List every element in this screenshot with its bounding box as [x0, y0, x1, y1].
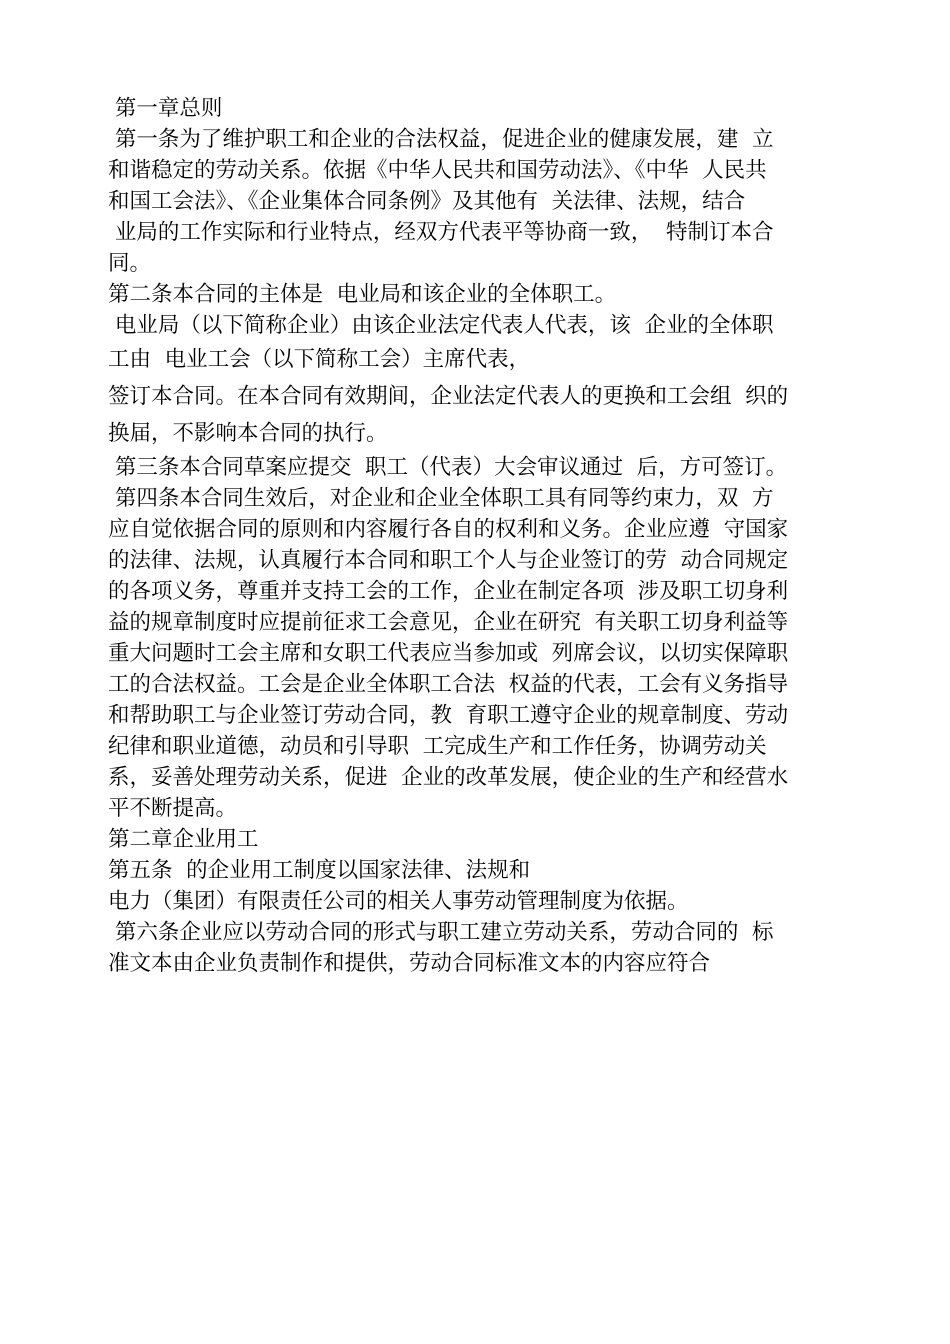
text-line: 第五条 的企业用工制度以国家法律、法规和: [108, 858, 531, 883]
chapter-heading: 第二章企业用工: [108, 827, 259, 852]
text-line: 益的规章制度时应提前征求工会意见，企业在研究 有关职工切身利益等: [108, 610, 789, 635]
chapter-heading: 第一章总则: [108, 96, 223, 121]
text-line: 的法律、法规，认真履行本合同和职工个人与企业签订的劳 动合同规定: [108, 548, 789, 573]
document-body: [108, 93, 853, 979]
text-line: 系，妥善处理劳动关系，促进 企业的改革发展，使企业的生产和经营水: [108, 765, 789, 790]
text-line: 重大问题时工会主席和女职工代表应当参加或 列席会议，以切实保障职: [108, 641, 789, 666]
text-line: 电力（集团）有限责任公司的相关人事劳动管理制度为依据。: [108, 889, 689, 914]
text-line: 纪律和职业道德，动员和引导职 工完成生产和工作任务，协调劳动关: [108, 734, 767, 759]
text-line: 工由 电业工会（以下简称工会）主席代表，: [108, 347, 531, 372]
text-line: 电业局（以下简称企业）由该企业法定代表人代表，该 企业的全体职: [108, 313, 774, 338]
text-line: 工的合法权益。工会是企业全体职工合法 权益的代表，工会有义务指导: [108, 672, 789, 697]
text-line: 第一条为了维护职工和企业的合法权益，促进企业的健康发展，建 立: [108, 127, 774, 152]
text-line: 和谐稳定的劳动关系。依据《中华人民共和国劳动法》、《中华 人民共: [108, 158, 767, 183]
text-line: 业局的工作实际和行业特点，经双方代表平等协商一致， 特制订本合: [108, 220, 774, 245]
text-line: 第六条企业应以劳动合同的形式与职工建立劳动关系，劳动合同的 标: [108, 920, 774, 945]
text-line: 第三条本合同草案应提交 职工（代表）大会审议通过 后，方可签订。: [108, 455, 788, 480]
text-line: 平不断提高。: [108, 796, 238, 821]
text-line: 和帮助职工与企业签订劳动合同，教 育职工遵守企业的规章制度、劳动: [108, 703, 789, 728]
text-line: 同。: [108, 251, 152, 276]
text-line: 和国工会法》、《企业集体合同条例》及其他有 关法律、法规，结合: [108, 189, 746, 214]
text-line: 第四条本合同生效后，对企业和企业全体职工具有同等约束力，双 方: [108, 486, 774, 511]
text-line: 准文本由企业负责制作和提供，劳动合同标准文本的内容应符合: [108, 951, 711, 976]
text-line: 换届，不影响本合同的执行。: [108, 421, 388, 446]
text-line: 签订本合同。在本合同有效期间，企业法定代表人的更换和工会组 织的: [108, 384, 789, 409]
text-line: 的各项义务，尊重并支持工会的工作，企业在制定各项 涉及职工切身利: [108, 579, 789, 604]
text-line: 应自觉依据合同的原则和内容履行各自的权利和义务。企业应遵 守国家: [108, 517, 789, 542]
text-line: 第二条本合同的主体是 电业局和该企业的全体职工。: [108, 282, 617, 307]
